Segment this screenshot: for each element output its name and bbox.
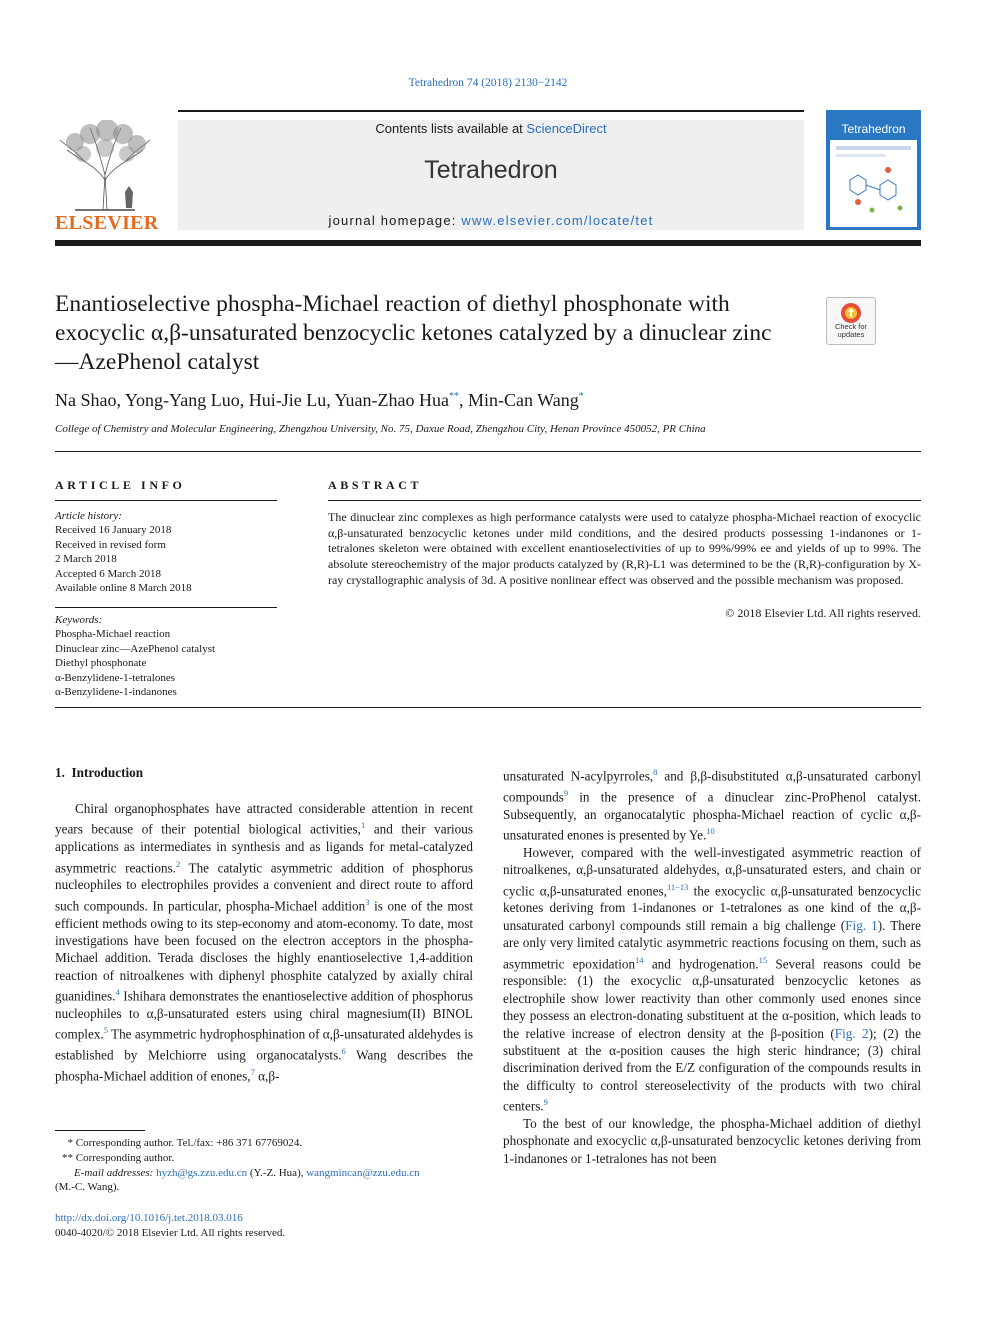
doi-link[interactable]: http://dx.doi.org/10.1016/j.tet.2018.03.016 — [55, 1212, 243, 1224]
body-column-left — [55, 800, 473, 1085]
footnote-emails — [55, 1166, 473, 1181]
affiliation-rule — [55, 451, 921, 452]
history-line: 2 March 2018 — [55, 553, 117, 566]
elsevier-logo-text: ELSEVIER — [55, 212, 159, 234]
keyword: α-Benzylidene-1-tetralones — [55, 671, 175, 684]
citation-reference[interactable]: 7 — [250, 1067, 255, 1078]
body-column-right — [503, 764, 921, 1167]
citation-reference[interactable]: 1 — [360, 820, 366, 831]
abstract-heading: ABSTRACT — [328, 478, 423, 492]
journal-reference[interactable]: Tetrahedron 74 (2018) 2130−2142 — [408, 77, 568, 89]
citation-reference[interactable]: 15 — [758, 954, 768, 965]
footnote-corresponding-2 — [55, 1151, 473, 1166]
figure-link[interactable]: Fig. 2 — [834, 1025, 869, 1041]
email-link[interactable]: hyzh@gs.zzu.edu.cn — [156, 1166, 248, 1179]
history-line: Received 16 January 2018 — [55, 524, 172, 537]
citation-reference[interactable]: 2 — [175, 858, 181, 869]
introduction-heading: 1. Introduction — [55, 765, 144, 780]
contents-prefix: Contents lists available at — [375, 121, 527, 136]
article-history — [55, 509, 277, 595]
intro-paragraph: To the best of our knowledge, the phospha-Michael addition of diethyl phosphonate and exocyclic α,β-unsaturated benzocyclic ketones deriving from 1-indanones or 1-tetralones has not been — [503, 1116, 921, 1166]
footnotes — [55, 1136, 473, 1195]
footnote-mark: ** — [62, 1151, 73, 1164]
email-link[interactable]: wangmincan@zzu.edu.cn — [306, 1166, 420, 1179]
footnote-text: Corresponding author. Tel./fax: +86 371 67769024. — [75, 1137, 303, 1149]
footnote-corresponding-1 — [55, 1136, 473, 1151]
citation-reference[interactable]: 9 — [563, 787, 569, 798]
history-line: Accepted 6 March 2018 — [55, 567, 161, 580]
author-name: Na Shao — [55, 390, 117, 410]
citation-reference[interactable]: 6 — [341, 1046, 346, 1057]
affiliation: College of Chemistry and Molecular Engineering, Zhengzhou University, No. 75, Daxue Road, Zhengzhou City, Henan Province 450052, PR China — [55, 423, 706, 435]
email-label: E-mail addresses: — [74, 1166, 154, 1179]
keyword: α-Benzylidene-1-indanones — [55, 686, 177, 699]
citation-reference[interactable]: 5 — [103, 1025, 108, 1036]
citation-reference[interactable]: 10 — [706, 826, 715, 836]
keyword: Diethyl phosphonate — [55, 657, 147, 670]
footnote-text: Corresponding author. — [75, 1151, 175, 1164]
citation-reference[interactable]: 9 — [543, 1097, 548, 1108]
corresponding-author-mark[interactable]: ** — [449, 391, 460, 402]
citation-reference[interactable]: 11−13 — [666, 881, 689, 892]
homepage-link[interactable]: www.elsevier.com/locate/tet — [461, 213, 654, 228]
header-bottom-rule — [55, 240, 921, 246]
corresponding-author-mark[interactable]: * — [578, 391, 584, 402]
sciencedirect-link[interactable]: ScienceDirect — [526, 121, 607, 136]
issn-line: 0040-4020/© 2018 Elsevier Ltd. All rights reserved. — [55, 1227, 286, 1239]
author-name: Hui-Jie Lu — [248, 390, 327, 410]
abstract-bottom-rule — [55, 707, 921, 708]
author-name: Yuan-Zhao Hua — [334, 390, 450, 410]
abstract-rule — [328, 500, 921, 501]
email-owner: (M.-C. Wang). — [55, 1181, 120, 1194]
homepage-line — [178, 213, 804, 228]
keywords-rule — [55, 607, 277, 608]
header-top-rule — [178, 110, 804, 112]
footnote-rule — [55, 1130, 145, 1131]
citation-reference[interactable]: 8 — [653, 767, 658, 777]
author-name: Min-Can Wang — [468, 390, 579, 410]
intro-paragraph: unsaturated N-acylpyrroles,$^8$ and β,β-disubstituted α,β-unsaturated carbonyl compounds$^9$ in the presence of a dinuclear zinc-ProPhenol catalyst. Subsequently, an organocatalytic phospha-Michael reaction of cyclic α,β-unsaturated enones is presented by Ye.$^{10}$ — [503, 767, 921, 843]
article-title: Enantioselective phospha-Michael reaction of diethyl phosphonate with exocyclic α,β-unsaturated benzocyclic ketones catalyzed by a dinuclear zinc—AzePhenol catalyst — [55, 291, 772, 375]
article-identifiers — [55, 1211, 473, 1241]
email-owner: (Y.-Z. Hua), — [249, 1166, 304, 1179]
check-for-updates-label: Check for updates — [834, 322, 868, 339]
keywords-label: Keywords: — [55, 614, 103, 626]
citation-reference[interactable]: 4 — [115, 987, 120, 998]
article-info-rule — [55, 500, 277, 501]
cover-title: Tetrahedron — [841, 122, 906, 136]
author-list: Na Shao, Yong-Yang Luo, Hui-Jie Lu, Yuan-Zhao Hua**, Min-Can Wang* — [55, 390, 584, 410]
contents-line — [178, 121, 804, 136]
figure-link[interactable]: Fig. 1 — [845, 917, 878, 933]
history-line: Received in revised form — [55, 538, 166, 551]
keyword: Dinuclear zinc—AzePhenol catalyst — [55, 642, 216, 655]
author-name: Yong-Yang Luo — [124, 390, 240, 410]
article-info-heading: ARTICLE INFO — [55, 478, 186, 492]
history-label: Article history: — [55, 510, 122, 522]
keyword: Phospha-Michael reaction — [55, 628, 171, 641]
intro-paragraph: However, compared with the well-investigated asymmetric reaction of nitroalkenes, α,β-unsaturated aldehydes, α,β-unsaturated esters, and chain or cyclic α,β-unsaturated enones,$^{11-13}$ the exocyclic α,β-unsaturated benzocyclic ketones deriving from 1-indanones or 1-tetralones as one kind of the α,β-unsaturated carbonyl compounds still remain a big challenge (Fig. 1). There are only very limited catalytic asymmetric reactions focusing on them, such as asymmetric epoxidation$^{14}$ and hydrogenation.$^{15}$ Several reasons could be responsible: (1) the exocyclic α,β-unsaturated benzocyclic ketones as electrophile show lower reactivity than other commonly used enones since they possess an electron-donating substituent at the α-position, which leads to the relative increase of electron density at the β-position (Fig. 2); (2) the substituent at the α-position causes the high steric hindrance; (3) chiral discrimination derived from the E/Z configuration of the compounds results in the difficulty to control stereoselectivity of the products with two chiral centers.$^9$ — [503, 844, 922, 1114]
abstract-text: The dinuclear zinc complexes as high performance catalysts were used to catalyze phospha-Michael reaction of exocyclic α,β-unsaturated benzocyclic ketones under mild conditions, and the desired products possessing 1-indanones or 1-tetralones skeleton were obtained with excellent enantioselectivities of up to 99%/99% ee and yields of up to 99%. The absolute stereochemistry of the major products catalyzed by (R,R)-L1 was determined to be the (R,R)-configuration by X-ray crystallographic analysis of 3d. A positive nonlinear effect was observed and the possible mechanism was proposed. — [328, 510, 921, 587]
citation-reference[interactable]: 14 — [635, 954, 644, 965]
citation-reference[interactable]: 3 — [365, 896, 370, 907]
intro-paragraph: Chiral organophosphates have attracted considerable attention in recent years because of their potential biological activities,$^1$ and their various applications as intermediates in synthesis and as ligands for metal-catalyzed asymmetric reactions.$^2$ The catalytic asymmetric addition of phosphorus nucleophiles to electrophiles provides a convenient and direct route to afford such compounds. In particular, phospha-Michael addition$^3$ is one of the most efficient methods owing to its step-economy and atom-economy. To date, most investigations have been focused on the electron acceptors in the phospha-Michael addition. Terada discloses the highly enantioselective 1,4-addition reaction of nitroalkenes with diphenyl phosphite catalyzed by axially chiral guanidines.$^4$ Ishihara demonstrates the enantioselective addition of phosphorus nucleophiles to α,β-unsaturated esters using chiral magnesium(II) BINOL complex.$^5$ The asymmetric hydrophosphination of α,β-unsaturated aldehydes is established by Melchiorre using organocatalysts.$^6$ Wang describes the phospha-Michael addition of enones,$^7$ α,β- — [55, 801, 474, 1084]
journal-name: Tetrahedron — [424, 156, 558, 184]
history-line: Available online 8 March 2018 — [55, 582, 192, 595]
footnote-mark: * — [67, 1137, 73, 1149]
homepage-prefix: journal homepage: — [328, 213, 462, 228]
abstract-copyright: © 2018 Elsevier Ltd. All rights reserved. — [725, 606, 921, 620]
cover-graphic — [830, 140, 917, 227]
keywords — [55, 613, 277, 699]
